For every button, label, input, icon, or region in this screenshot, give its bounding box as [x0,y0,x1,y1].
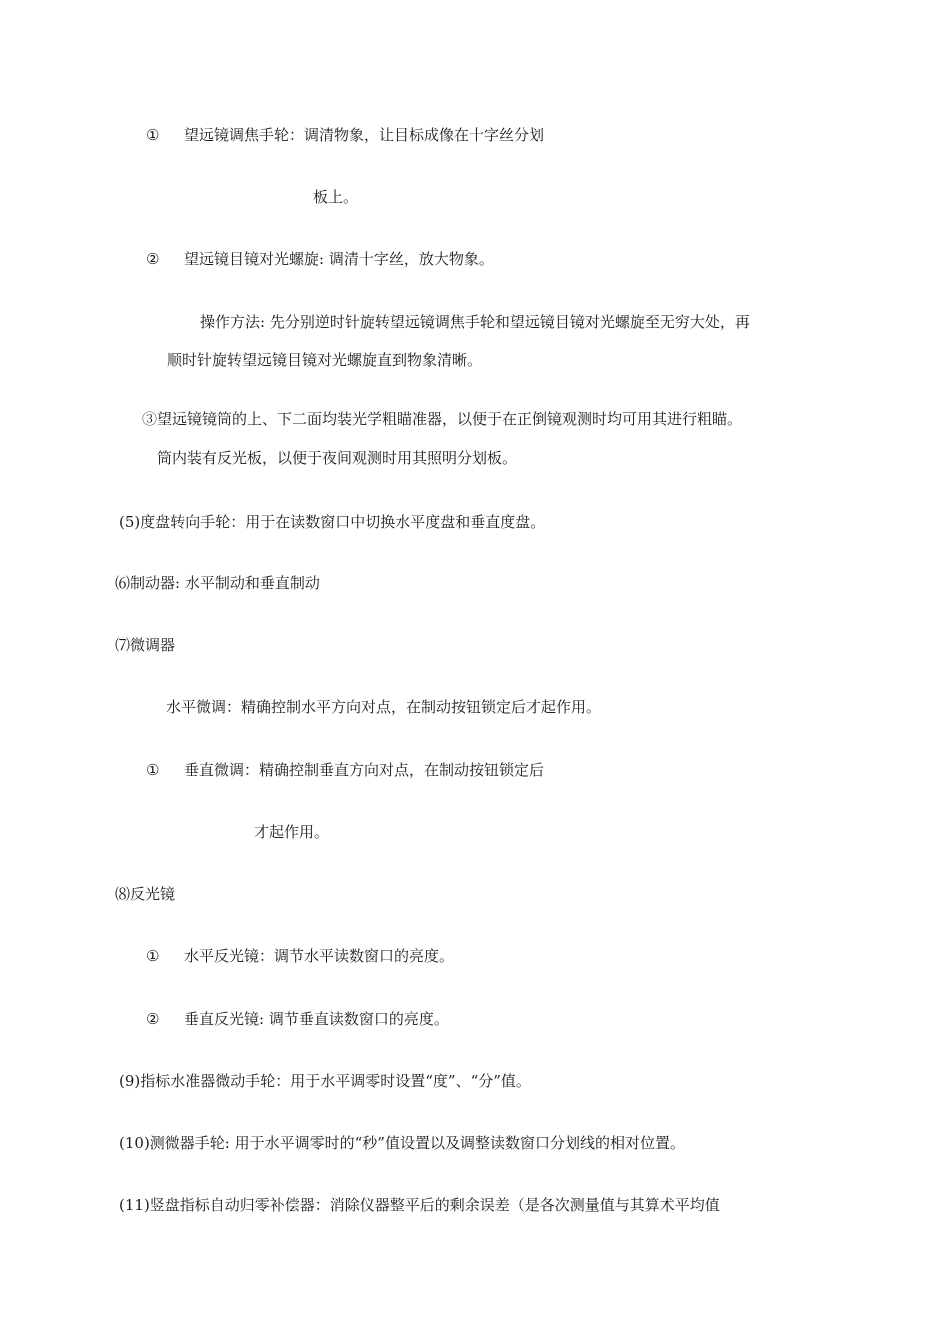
sight-finder-line1: ③望远镜镜筒的上、下二面均装光学粗瞄准器，以便于在正倒镜观测时均可用其进行粗瞄。 [142,410,743,428]
item-text: 垂直反光镜: 调节垂直读数窗口的亮度。 [184,1010,449,1028]
operation-method-line1: 操作方法: 先分别逆时针旋转望远镜调焦手轮和望远镜目镜对光螺旋至无穷大处，再 [200,313,750,331]
item-6-brake: ⑹制动器: 水平制动和垂直制动 [115,574,320,592]
item-7-fine-adjuster: ⑺微调器 [115,636,176,654]
horizontal-fine-adjust: 水平微调：精确控制水平方向对点，在制动按钮锁定后才起作用。 [166,698,602,716]
sight-finder-line2: 筒内装有反光板，以便于夜间观测时用其照明分划板。 [157,449,518,467]
horizontal-reflector [146,946,454,966]
item-11-compensator: (11)竖盘指标自动归零补偿器：消除仪器整平后的剩余误差（是各次测量值与其算术平均值 [119,1196,720,1214]
circled-number-2: ② [146,1010,160,1028]
circled-number-2: ② [146,250,160,268]
item-text: 垂直微调：精确控制垂直方向对点，在制动按钮锁定后 [184,761,545,779]
item-text: 望远镜目镜对光螺旋: 调清十字丝，放大物象。 [184,250,494,268]
item-eyepiece-spiral [146,249,494,269]
item-continuation: 才起作用。 [254,823,330,841]
item-focus-wheel [146,125,544,145]
vertical-fine-adjust [146,760,544,780]
item-10-micrometer: (10)测微器手轮: 用于水平调零时的“秒”值设置以及调整读数窗口分划线的相对位置。 [119,1134,685,1152]
circled-number-1: ① [146,761,160,779]
item-8-reflector: ⑻反光镜 [115,885,176,903]
operation-method-line2: 顺时针旋转望远镜目镜对光螺旋直到物象清晰。 [167,351,483,369]
item-9-level-wheel: (9)指标水准器微动手轮：用于水平调零时设置“度”、“分”值。 [119,1072,531,1090]
circled-number-1: ① [146,126,160,144]
circled-number-1: ① [146,947,160,965]
item-text: 水平反光镜：调节水平读数窗口的亮度。 [184,947,455,965]
item-5-dial-wheel: (5)度盘转向手轮：用于在读数窗口中切换水平度盘和垂直度盘。 [119,513,546,531]
item-continuation: 板上。 [313,188,359,206]
vertical-reflector [146,1009,449,1029]
item-text: 望远镜调焦手轮：调清物象，让目标成像在十字丝分划 [184,126,545,144]
